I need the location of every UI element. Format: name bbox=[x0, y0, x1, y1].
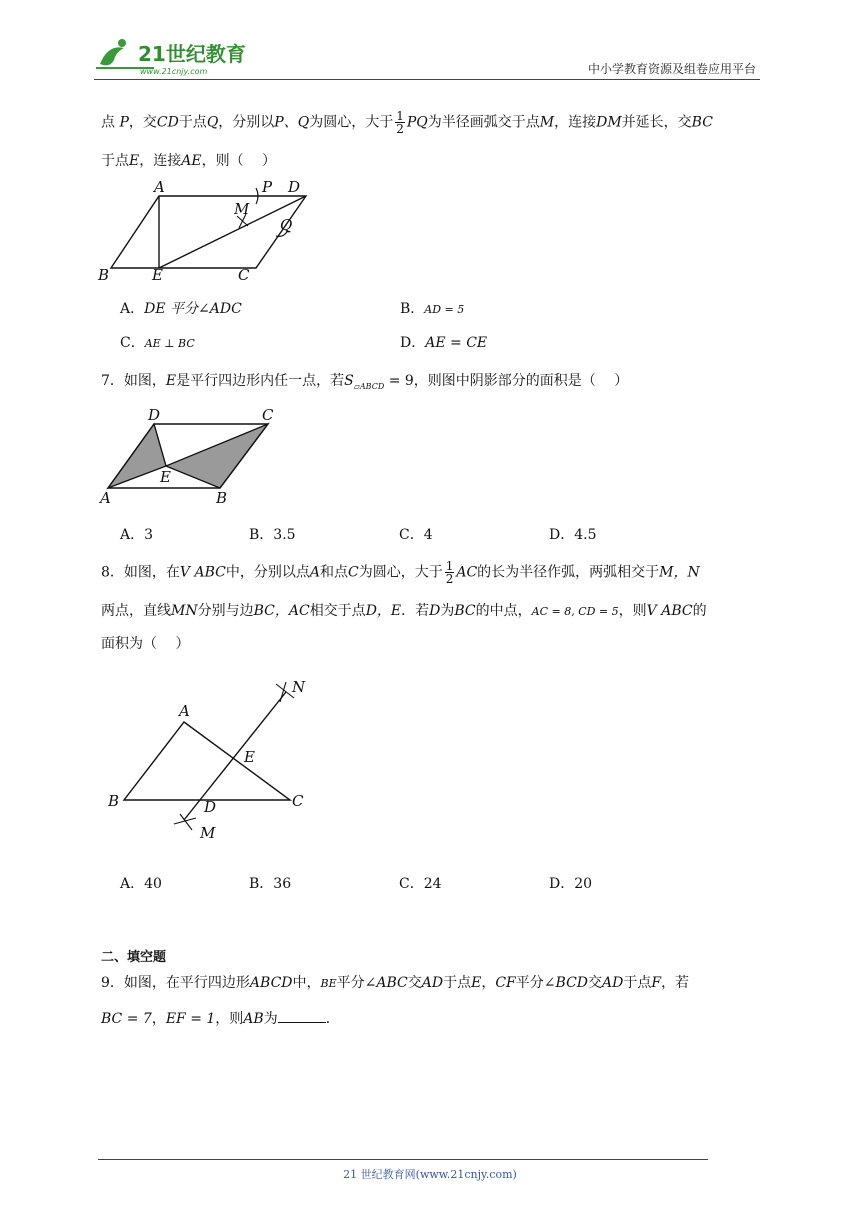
q6-label-B: B bbox=[98, 266, 110, 284]
q9-answer-blank[interactable] bbox=[278, 1008, 326, 1023]
q7-option-c[interactable]: C．4 bbox=[399, 527, 433, 543]
q8-label-B: B bbox=[108, 792, 120, 810]
q6-option-a[interactable]: A．DE 平分∠ADC bbox=[120, 301, 242, 317]
logo-url: www.21cnjy.com bbox=[140, 67, 208, 76]
q6-label-D: D bbox=[288, 178, 301, 196]
footer-text[interactable]: 21 世纪教育网(www.21cnjy.com) bbox=[343, 1168, 517, 1181]
q6-line-1: 点 P，交CD于点Q，分别以P、Q为圆心，大于 $\frac{1}{2}$ PQ为半径画弧交于点M，连接DM并延长，交BC bbox=[101, 109, 713, 136]
q8-fraction: $\frac{1}{2}$ bbox=[445, 559, 454, 586]
q8-line-3: 面积为（ ） bbox=[101, 636, 190, 652]
q6-label-C: C bbox=[238, 266, 250, 284]
q6-option-b[interactable]: B．AD = 5 bbox=[400, 301, 465, 317]
q6-parallelogram bbox=[111, 196, 306, 268]
q8-label-M: M bbox=[200, 824, 216, 842]
q9-line-1: 9．如图，在平行四边形ABCD中，BE平分∠ABC交AD于点E，CF平分∠BCD交AD于点F，若 bbox=[101, 975, 690, 991]
q6-label-M: M bbox=[234, 200, 250, 218]
q7-option-b[interactable]: B．3.5 bbox=[249, 527, 296, 543]
q6-line-2: 于点E，连接AE，则（ ） bbox=[101, 153, 277, 169]
q8-label-A: A bbox=[179, 702, 190, 720]
q7-label-A: A bbox=[100, 489, 111, 507]
q8-line-2: 两点，直线MN分别与边BC，AC相交于点D，E．若D为BC的中点，AC = 8, CD = 5，则V ABC的 bbox=[101, 603, 707, 619]
footer-divider bbox=[98, 1159, 708, 1160]
q9-line-2: BC = 7，EF = 1，则AB为 ． bbox=[101, 1008, 340, 1028]
q8-line-1: 8．如图，在V ABC中，分别以点A和点C为圆心，大于 $\frac{1}{2}$ AC的长为半径作弧，两弧相交于M，N bbox=[101, 559, 700, 586]
q8-option-d[interactable]: D．20 bbox=[549, 876, 593, 892]
header-platform-text: 中小学教育资源及组卷应用平台 bbox=[587, 62, 756, 76]
q8-option-b[interactable]: B．36 bbox=[249, 876, 292, 892]
q8-triangle-ABC bbox=[124, 722, 290, 800]
q7-option-a[interactable]: A．3 bbox=[120, 527, 154, 543]
site-logo bbox=[94, 34, 264, 78]
q7-stem: 7．如图，E是平行四边形内任一点，若$S_{▱ABCD} = 9$，则图中阴影部分的面积是（ ） bbox=[101, 373, 629, 391]
q8-option-a[interactable]: A．40 bbox=[120, 876, 162, 892]
q8-label-E: E bbox=[244, 748, 255, 766]
section-title-fill-blank: 二、填空题 bbox=[101, 950, 167, 965]
q7-option-d[interactable]: D．4.5 bbox=[549, 527, 597, 543]
q6-figure bbox=[96, 176, 326, 286]
header-divider bbox=[94, 79, 760, 80]
q8-label-N: N bbox=[292, 678, 306, 696]
q7-shaded-triangle-BCE bbox=[166, 424, 268, 488]
q7-figure bbox=[96, 404, 296, 508]
q8-label-C: C bbox=[292, 792, 304, 810]
q6-option-d[interactable]: D．AE = CE bbox=[400, 335, 488, 351]
q7-label-E: E bbox=[160, 468, 171, 486]
q6-label-E: E bbox=[152, 266, 163, 284]
q8-arc-M bbox=[174, 814, 196, 830]
q8-figure bbox=[100, 674, 330, 846]
q8-label-D: D bbox=[204, 798, 217, 816]
q7-label-D: D bbox=[148, 406, 161, 424]
q8-line-MN bbox=[184, 692, 286, 820]
q7-label-B: B bbox=[216, 489, 228, 507]
q6-option-c[interactable]: C．AE ⊥ BC bbox=[120, 335, 195, 351]
logo-text: 21世纪教育 bbox=[138, 42, 246, 66]
q6-label-Q: Q bbox=[280, 216, 293, 234]
q6-label-P: P bbox=[262, 178, 273, 196]
q6-label-A: A bbox=[154, 178, 165, 196]
q8-option-c[interactable]: C．24 bbox=[399, 876, 442, 892]
q7-label-C: C bbox=[262, 406, 274, 424]
q6-fraction: $\frac{1}{2}$ bbox=[396, 109, 404, 136]
